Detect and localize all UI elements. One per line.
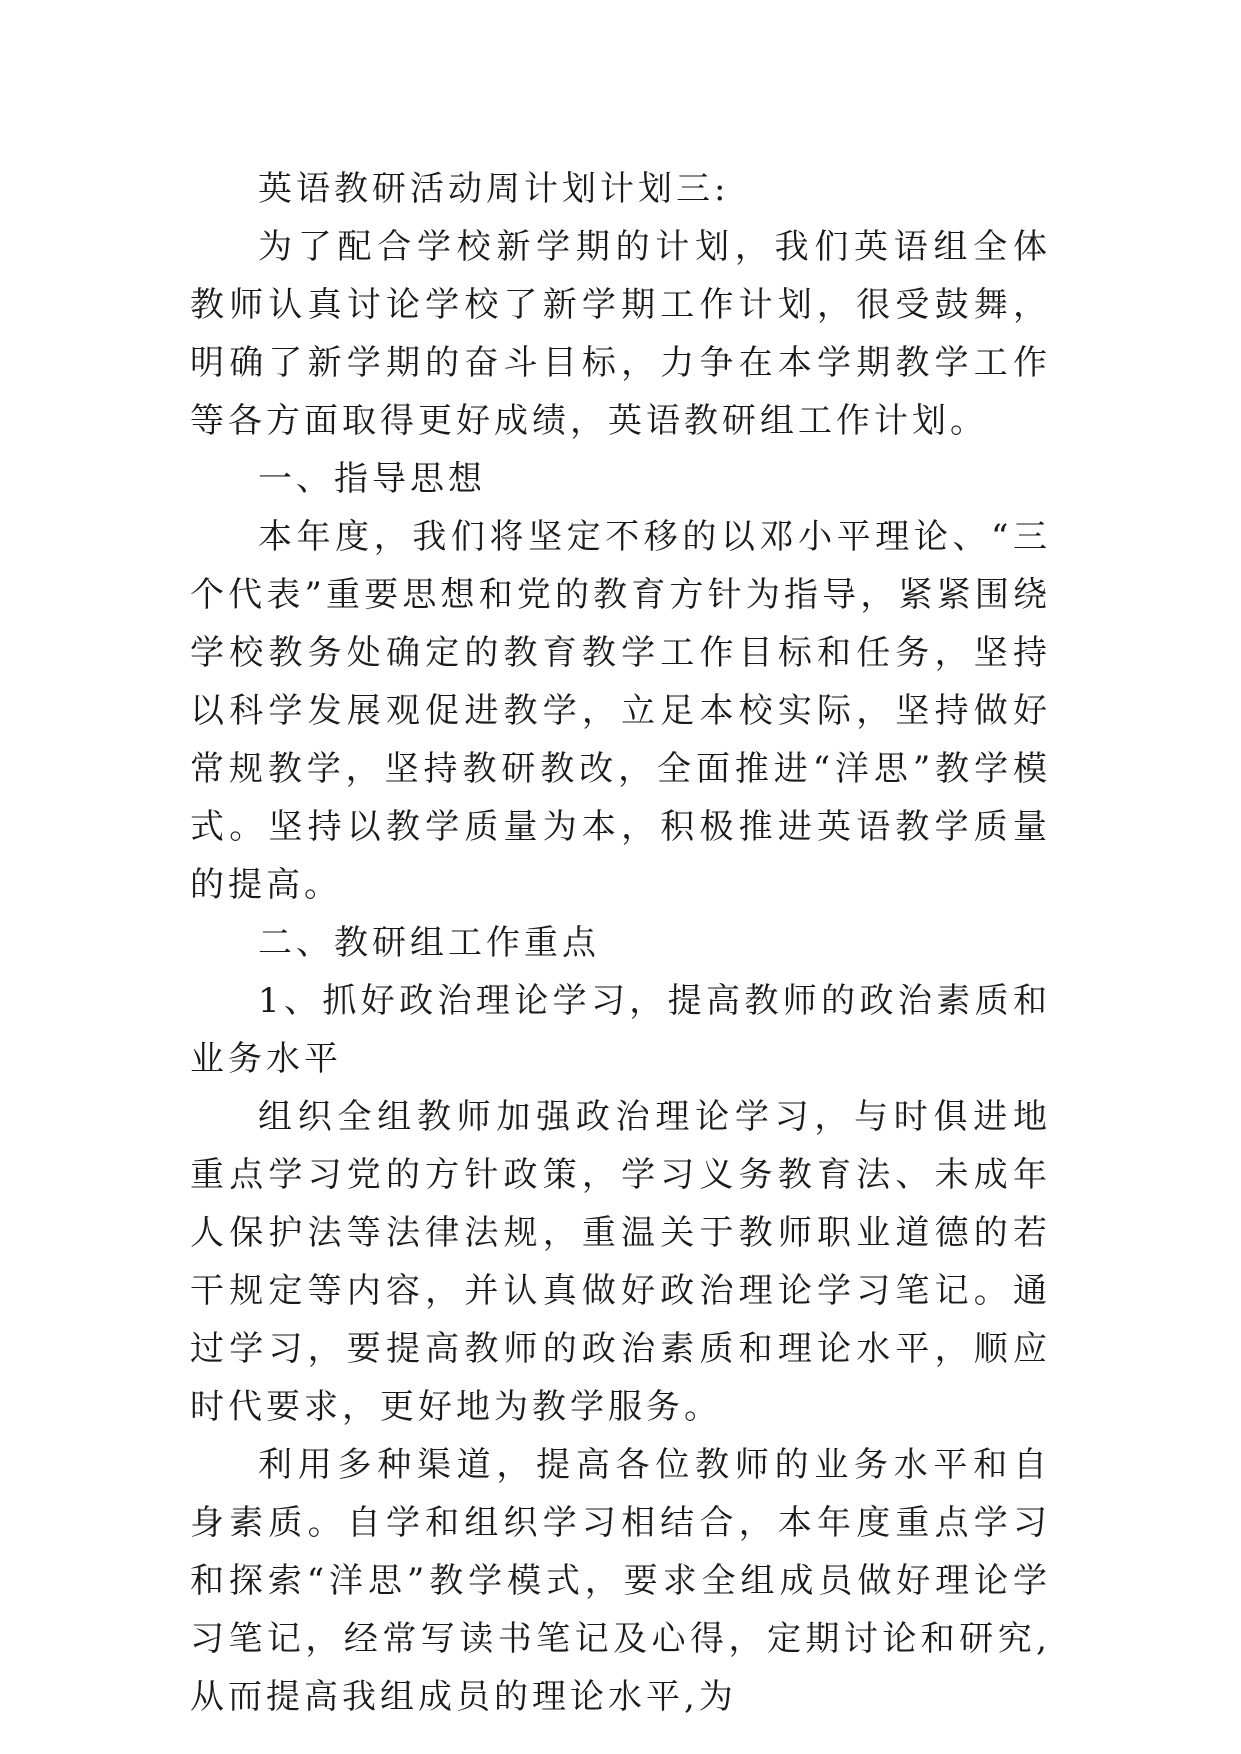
subheading-political-study: 1、抓好政治理论学习，提高教师的政治素质和业务水平: [190, 981, 1051, 1079]
document-body: [190, 160, 1051, 1726]
political-study-paragraph: 组织全组教师加强政治理论学习，与时俱进地重点学习党的方针政策，学习义务教育法、未成年人保护法等法律法规，重温关于教师职业道德的若干规定等内容，并认真做好政治理论学习笔记。通过学习，要提高教师的政治素质和理论水平，顺应时代要求，更好地为教学服务。: [190, 1097, 1051, 1427]
professional-development-paragraph: 利用多种渠道，提高各位教师的业务水平和自身素质。自学和组织学习相结合，本年度重点学习和探索“洋思”教学模式，要求全组成员做好理论学习笔记，经常写读书笔记及心得，定期讨论和研究,从而提高我组成员的理论水平,为: [190, 1445, 1051, 1717]
intro-paragraph: 为了配合学校新学期的计划，我们英语组全体教师认真讨论学校了新学期工作计划，很受鼓舞，明确了新学期的奋斗目标，力争在本学期教学工作等各方面取得更好成绩，英语教研组工作计划。: [190, 227, 1051, 441]
section-heading-work-focus: 二、教研组工作重点: [258, 923, 600, 963]
document-title: 英语教研活动周计划计划三:: [258, 169, 730, 209]
guiding-ideology-paragraph: 本年度，我们将坚定不移的以邓小平理论、“三个代表”重要思想和党的教育方针为指导，紧紧围绕学校教务处确定的教育教学工作目标和任务，坚持以科学发展观促进教学，立足本校实际，坚持做好常规教学，坚持教研教改，全面推进“洋思”教学模式。坚持以教学质量为本，积极推进英语教学质量的提高。: [190, 517, 1051, 905]
section-heading-guiding-ideology: 一、指导思想: [258, 459, 486, 499]
